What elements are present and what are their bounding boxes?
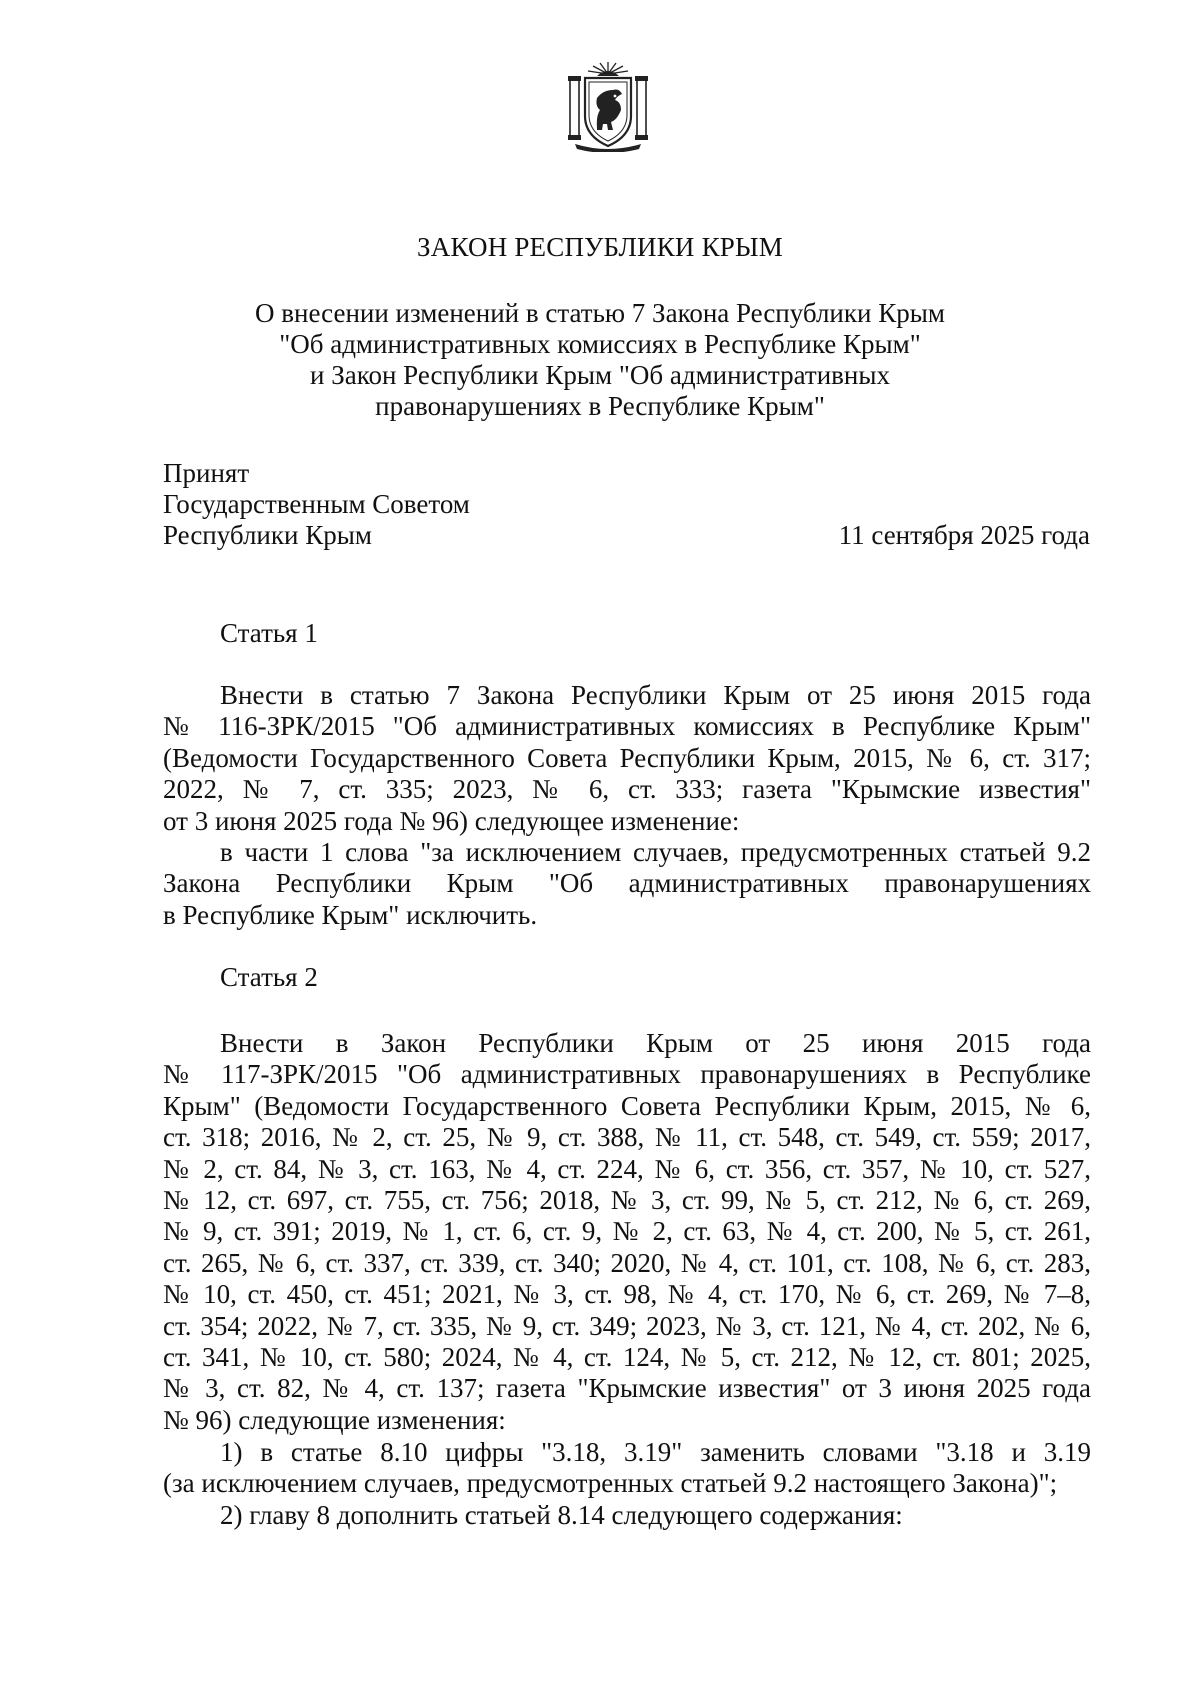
text-line: 1) в статье 8.10 цифры "3.18, 3.19" заменить словами "3.18 и 3.19: [220, 1437, 1091, 1467]
adopted-line: Принят: [163, 458, 250, 488]
text-line: ст. 318; 2016, № 2, ст. 25, № 9, ст. 388, № 11, ст. 548, ст. 549, ст. 559; 2017,: [163, 1122, 1091, 1153]
text-line: Крым" (Ведомости Государственного Совета Республики Крым, 2015, № 6,: [163, 1090, 1091, 1121]
text-line: Закона Республики Крым "Об административных правонарушениях: [163, 868, 1091, 899]
text-line: № 12, ст. 697, ст. 755, ст. 756; 2018, № 3, ст. 99, № 5, ст. 212, № 6, ст. 269,: [163, 1185, 1091, 1216]
subtitle-line: "Об административных комиссиях в Республике Крым": [279, 329, 921, 359]
subtitle-line: и Закон Республики Крым "Об административных: [310, 360, 890, 390]
text-line: (Ведомости Государственного Совета Республики Крым, 2015, № 6, ст. 317;: [163, 742, 1091, 773]
subtitle-line: правонарушениях в Республике Крым": [375, 391, 825, 421]
article-2-item-2: [163, 1500, 1091, 1531]
text-line: Внести в Закон Республики Крым от 25 июня 2015 года: [220, 1028, 1091, 1058]
text-line: № 96) следующие изменения:: [163, 1404, 506, 1435]
article-2-heading: Статья 2: [220, 962, 318, 992]
article-1-paragraph-1: [163, 680, 1091, 837]
article-2-item-1: [163, 1437, 1091, 1500]
text-line: в части 1 слова "за исключением случаев, предусмотренных статьей 9.2: [220, 837, 1091, 867]
subtitle-line: О внесении изменений в статью 7 Закона Республики Крым: [255, 298, 945, 328]
text-line: № 117-ЗРК/2015 "Об административных правонарушениях в Республике: [163, 1059, 1091, 1090]
text-line: 2022, № 7, ст. 335; 2023, № 6, ст. 333; газета "Крымские известия": [163, 774, 1091, 805]
text-line: № 116-ЗРК/2015 "Об административных комиссиях в Республике Крым": [163, 711, 1091, 742]
article-1-heading: Статья 1: [220, 618, 318, 648]
text-line: № 3, ст. 82, № 4, ст. 137; газета "Крымские известия" от 3 июня 2025 года: [163, 1373, 1091, 1404]
article-1-paragraph-2: [163, 837, 1091, 931]
text-line: ст. 341, № 10, ст. 580; 2024, № 4, ст. 124, № 5, ст. 212, № 12, ст. 801; 2025,: [163, 1342, 1091, 1373]
adoption-date: 11 сентября 2025 года: [838, 520, 1090, 550]
text-line: № 2, ст. 84, № 3, ст. 163, № 4, ст. 224, № 6, ст. 356, ст. 357, № 10, ст. 527,: [163, 1153, 1091, 1184]
text-line: № 10, ст. 450, ст. 451; 2021, № 3, ст. 98, № 4, ст. 170, № 6, ст. 269, № 7–8,: [163, 1279, 1091, 1310]
law-subtitle: [0, 298, 1200, 422]
article-2-paragraph-1: [163, 1028, 1091, 1436]
text-line: в Республике Крым" исключить.: [163, 899, 538, 930]
text-line: ст. 265, № 6, ст. 337, ст. 339, ст. 340; 2020, № 4, ст. 101, ст. 108, № 6, ст. 283,: [163, 1247, 1091, 1278]
text-line: 2) главу 8 дополнить статьей 8.14 следующего содержания:: [220, 1500, 903, 1530]
text-line: от 3 июня 2025 года № 96) следующее изменение:: [163, 805, 740, 836]
coat-of-arms-icon: [567, 60, 649, 152]
text-line: № 9, ст. 391; 2019, № 1, ст. 6, ст. 9, № 2, ст. 63, № 4, ст. 200, № 5, ст. 261,: [163, 1216, 1091, 1247]
adopted-block: [163, 458, 470, 551]
law-title: ЗАКОН РЕСПУБЛИКИ КРЫМ: [417, 232, 783, 262]
adopted-line: Государственным Советом: [163, 489, 470, 519]
text-line: Внести в статью 7 Закона Республики Крым от 25 июня 2015 года: [220, 680, 1091, 710]
text-line: (за исключением случаев, предусмотренных статьей 9.2 настоящего Закона)";: [163, 1468, 1058, 1499]
adopted-line: Республики Крым: [163, 520, 372, 550]
text-line: ст. 354; 2022, № 7, ст. 335, № 9, ст. 349; 2023, № 3, ст. 121, № 4, ст. 202, № 6,: [163, 1310, 1091, 1341]
